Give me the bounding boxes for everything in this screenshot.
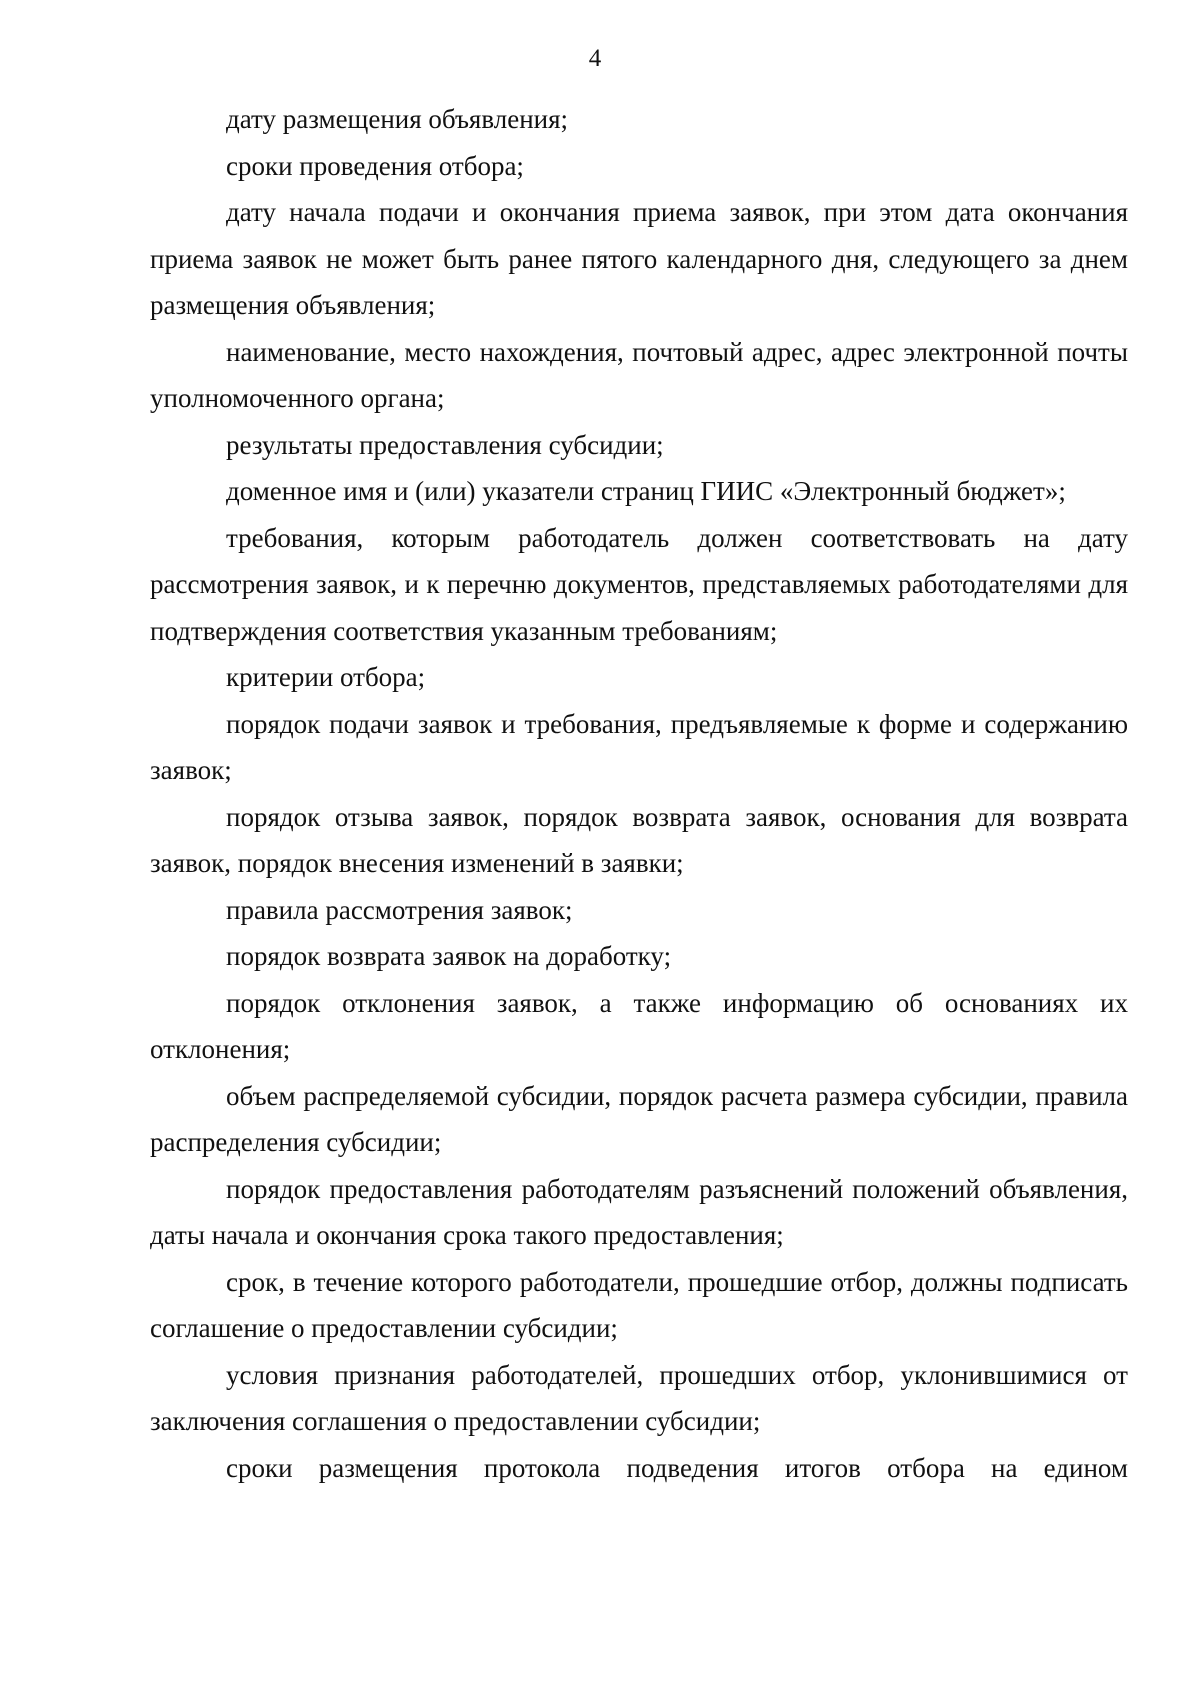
- paragraph: порядок возврата заявок на доработку;: [226, 941, 672, 971]
- paragraph: порядок отклонения заявок, а также информацию об основаниях их отклонения;: [150, 987, 1128, 1064]
- paragraph: дату размещения объявления;: [226, 104, 569, 134]
- paragraph: результаты предоставления субсидии;: [226, 429, 664, 460]
- paragraph: доменное имя и (или) указатели страниц ГИИС «Электронный бюджет»;: [226, 476, 1066, 506]
- paragraph: сроки размещения протокола подведения итогов отбора на едином: [226, 1452, 1128, 1483]
- paragraph: дату начала подачи и окончания приема заявок, при этом дата окончания приема заявок не может быть ранее пятого календарного дня, следующего за днем размещения объявления;: [150, 197, 1128, 320]
- paragraph: порядок подачи заявок и требования, предъявляемые к форме и содержанию заявок;: [150, 708, 1128, 785]
- paragraph: срок, в течение которого работодатели, прошедшие отбор, должны подписать соглашение о предоставлении субсидии;: [150, 1266, 1128, 1343]
- paragraph: порядок предоставления работодателям разъяснений положений объявления, даты начала и окончания срока такого предоставления;: [150, 1173, 1128, 1250]
- paragraph: порядок отзыва заявок, порядок возврата заявок, основания для возврата заявок, порядок внесения изменений в заявки;: [150, 801, 1128, 878]
- document-body: [150, 96, 1128, 1491]
- paragraph: сроки проведения отбора;: [226, 150, 524, 181]
- page-number: 4: [588, 45, 602, 72]
- paragraph: условия признания работодателей, прошедших отбор, уклонившимися от заключения соглашения о предоставлении субсидии;: [150, 1359, 1128, 1436]
- paragraph: критерии отбора;: [226, 662, 426, 692]
- paragraph: правила рассмотрения заявок;: [226, 894, 573, 925]
- paragraph: требования, которым работодатель должен соответствовать на дату рассмотрения заявок, и к перечню документов, представляемых работодателями для подтверждения соответствия указанным требованиям;: [150, 522, 1128, 646]
- paragraph: наименование, место нахождения, почтовый адрес, адрес электронной почты уполномоченного органа;: [150, 336, 1128, 413]
- paragraph: объем распределяемой субсидии, порядок расчета размера субсидии, правила распределения субсидии;: [150, 1080, 1128, 1157]
